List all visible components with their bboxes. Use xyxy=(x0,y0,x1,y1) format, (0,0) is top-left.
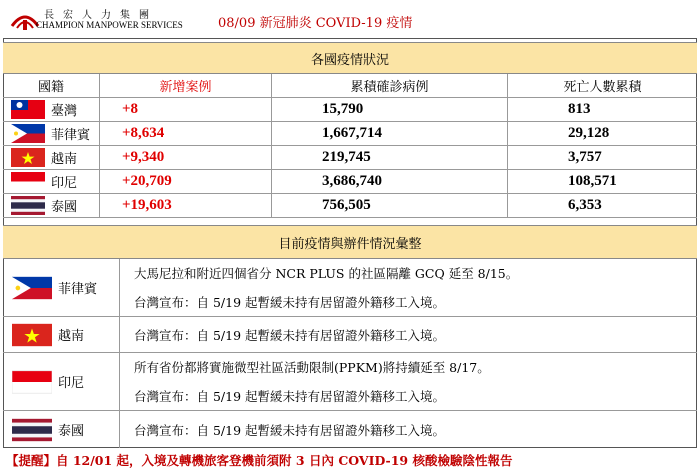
section-heading-country-status: 各國疫情狀況 xyxy=(3,42,697,74)
vietnam-flag-icon xyxy=(12,323,52,347)
table-header-row xyxy=(3,74,697,98)
philippines-flag-icon xyxy=(12,276,52,300)
table-row xyxy=(3,194,697,218)
page-title: 08/09 新冠肺炎 COVID-19 疫情 xyxy=(218,16,413,31)
deaths-value: 813 xyxy=(568,101,591,117)
deaths-value: 6,353 xyxy=(568,197,602,213)
detail-country-name: 越南 xyxy=(58,329,85,344)
vietnam-flag-icon xyxy=(11,148,45,167)
new-cases-value: +20,709 xyxy=(100,170,272,193)
table-row xyxy=(3,122,697,146)
column-header-deaths: 死亡人數累積 xyxy=(563,80,642,95)
detail-notes xyxy=(120,353,697,410)
indonesia-flag-icon xyxy=(11,172,45,191)
table-row xyxy=(3,146,697,170)
detail-notes xyxy=(120,411,697,448)
detail-notes xyxy=(120,317,697,352)
detail-note: 台灣宣布：自 5/19 起暫緩未持有居留證外籍移工入境。 xyxy=(134,294,446,310)
country-cell xyxy=(3,122,100,145)
country-name: 菲律賓 xyxy=(51,128,91,143)
new-cases-value: +8 xyxy=(100,98,272,121)
section-heading-summary: 目前疫情與辦件情況彙整 xyxy=(3,225,697,259)
country-name: 越南 xyxy=(51,152,78,167)
deaths-value: 29,128 xyxy=(568,125,610,141)
thailand-flag-icon xyxy=(12,418,52,442)
detail-notes xyxy=(120,259,697,316)
total-cases-value: 756,505 xyxy=(272,194,508,217)
company-name-cn: 長宏人力集團 xyxy=(44,10,158,21)
total-cases-value: 15,790 xyxy=(272,98,508,121)
new-cases-value: +9,340 xyxy=(100,146,272,169)
deaths-value: 108,571 xyxy=(568,173,617,189)
column-header-nationality: 國籍 xyxy=(3,74,100,97)
detail-note: 大馬尼拉和附近四個省分 NCR PLUS 的社區隔離 GCQ 延至 8/15。 xyxy=(134,266,519,282)
taiwan-flag-icon xyxy=(11,100,45,119)
country-name: 印尼 xyxy=(51,176,78,191)
total-cases-value: 3,686,740 xyxy=(272,170,508,193)
new-cases-value: +19,603 xyxy=(100,194,272,217)
total-cases-value: 219,745 xyxy=(272,146,508,169)
detail-note: 台灣宣布：自 5/19 起暫緩未持有居留證外籍移工入境。 xyxy=(134,327,446,343)
column-header-new-cases: 新增案例 xyxy=(100,74,272,97)
philippines-flag-icon xyxy=(11,124,45,143)
detail-note: 台灣宣布：自 5/19 起暫緩未持有居留證外籍移工入境。 xyxy=(134,422,446,438)
table-row xyxy=(3,98,697,122)
country-name: 臺灣 xyxy=(51,104,78,119)
detail-row xyxy=(3,259,697,317)
table-row xyxy=(3,170,697,194)
total-cases-value: 1,667,714 xyxy=(272,122,508,145)
indonesia-flag-icon xyxy=(12,370,52,394)
detail-country-name: 菲律賓 xyxy=(58,282,98,297)
country-cell xyxy=(3,146,100,169)
country-cell xyxy=(3,194,100,217)
detail-row xyxy=(3,411,697,448)
country-cell xyxy=(3,170,100,193)
thailand-flag-icon xyxy=(11,196,45,215)
detail-note: 所有省份都將實施微型社區活動限制(PPKM)將持續延至 8/17。 xyxy=(134,360,490,376)
deaths-value: 3,757 xyxy=(568,149,602,165)
detail-country-cell xyxy=(3,259,120,316)
detail-country-cell xyxy=(3,411,120,448)
country-cell xyxy=(3,98,100,121)
detail-row xyxy=(3,353,697,411)
company-name-en: CHAMPION MANPOWER SERVICES xyxy=(36,20,183,30)
detail-country-cell xyxy=(3,353,120,410)
reminder-text: 【提醒】自 12/01 起，入境及轉機旅客登機前須附 3 日內 COVID-19 核酸檢驗陰性報告 xyxy=(6,453,513,468)
detail-note: 台灣宣布：自 5/19 起暫緩未持有居留證外籍移工入境。 xyxy=(134,388,446,404)
column-header-total-cases: 累積確診病例 xyxy=(272,74,508,97)
detail-country-name: 印尼 xyxy=(58,376,85,391)
detail-country-name: 泰國 xyxy=(58,424,85,439)
detail-row xyxy=(3,317,697,353)
new-cases-value: +8,634 xyxy=(100,122,272,145)
detail-country-cell xyxy=(3,317,120,352)
country-name: 泰國 xyxy=(51,200,78,215)
